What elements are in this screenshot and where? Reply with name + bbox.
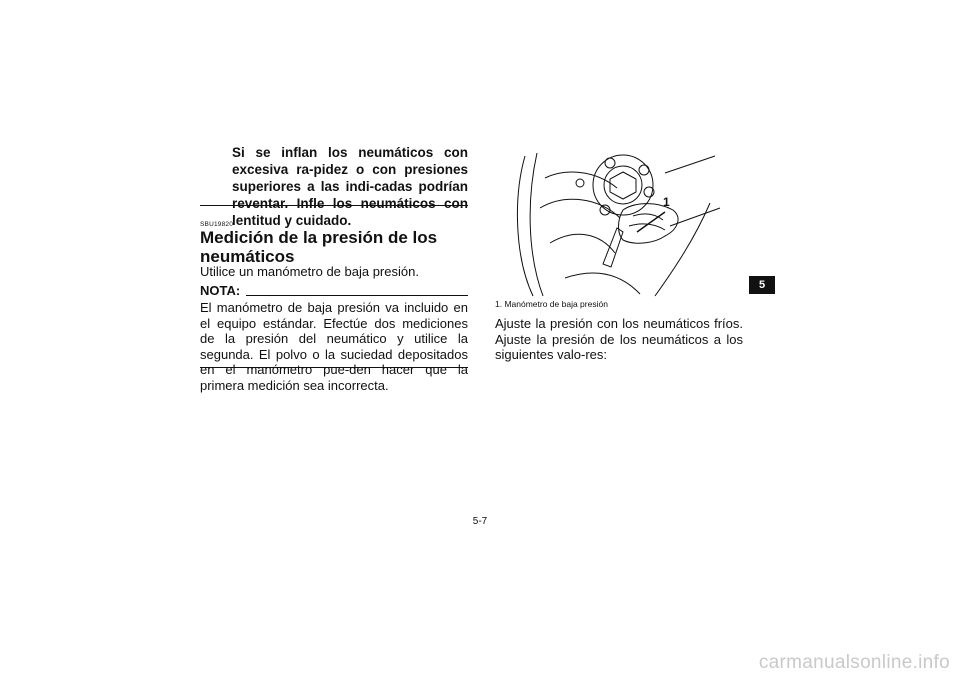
watermark: carmanualsonline.info <box>758 652 950 673</box>
note-label: NOTA: <box>200 283 241 298</box>
chapter-tab: 5 <box>749 276 775 294</box>
note-bottom-rule <box>200 367 468 368</box>
section-heading: Medición de la presión de los neumáticos <box>200 228 438 266</box>
tire-inner-edge <box>530 153 543 296</box>
gauge-body <box>603 228 623 267</box>
page-number: 5-7 <box>472 516 488 527</box>
tire-pressure-gauge-illustration <box>505 148 735 298</box>
figure-callout-number: 1 <box>663 195 670 209</box>
figure-caption: 1. Manómetro de baja presión <box>495 299 608 309</box>
warning-text: Si se inflan los neumáticos con excesiva ra-pidez o con presiones superiores a las indi-cadas podrían reventar. Infle los neumáticos con lentitud y cuidado. <box>232 145 468 228</box>
section-code: SBU19820 <box>200 221 234 228</box>
arm-upper <box>665 156 715 173</box>
warning-bottom-rule <box>200 205 468 206</box>
section-intro: Utilice un manómetro de baja presión. <box>200 264 419 279</box>
body-text: Ajuste la presión con los neumáticos fríos. Ajuste la presión de los neumáticos a los siguientes valo-res: <box>495 316 743 362</box>
note-text: El manómetro de baja presión va incluido en el equipo estándar. Efectúe dos mediciones de la presión del neumático y utilice la segunda. El polvo o la suciedad depositados en el manómetro pue-den hacer que la primera medición sea incorrecta. <box>200 300 468 393</box>
note-top-rule <box>246 295 468 296</box>
